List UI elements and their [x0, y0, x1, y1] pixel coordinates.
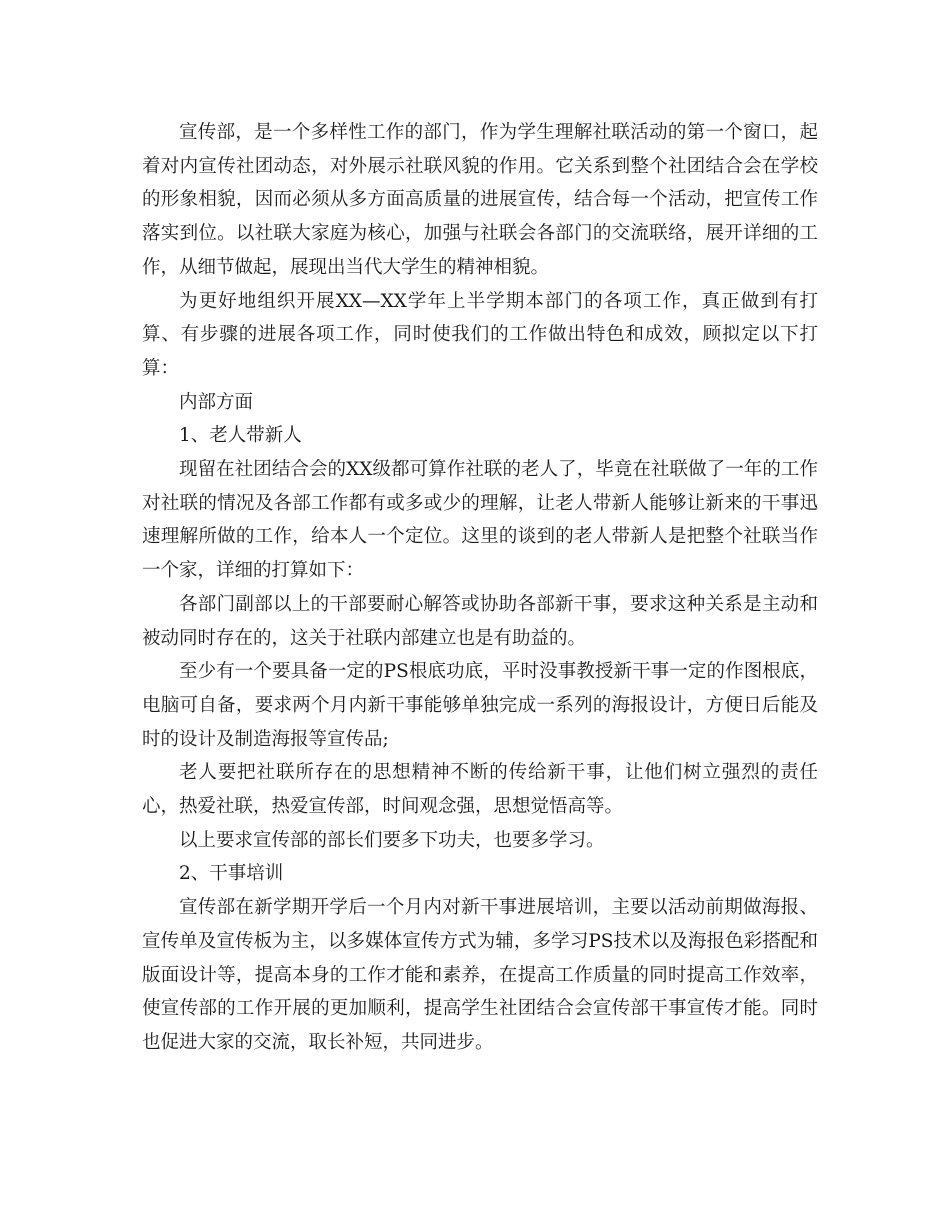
subheading-training: 2、干事培训: [179, 863, 284, 885]
paragraph-ps-skills: 至少有一个要具备一定的PS根底功底，平时没事教授新干事一定的作图根底，电脑可自备，要求两个月内新干事能够单独完成一系列的海报设计，方便日后能及时的设计及制造海报等宣传品;: [142, 661, 818, 750]
paragraph-plan-purpose: 为更好地组织开展XX—XX学年上半学期本部门的各项工作，真正做到有打算、有步骤的进展各项工作，同时使我们的工作做出特色和成效，顾拟定以下打算：: [142, 290, 818, 379]
paragraph-training: 宣传部在新学期开学后一个月内对新干事进展培训，主要以活动前期做海报、宣传单及宣传板为主，以多媒体宣传方式为辅，多学习PS技术以及海报色彩搭配和版面设计等，提高本身的工作才能和素养，在提高工作质量的同时提高工作效率，使宣传部的工作开展的更加顺利，提高学生社团结合会宣传部干事宣传才能。同时也促进大家的交流，取长补短，共同进步。: [142, 897, 818, 1053]
paragraph-mentoring: 现留在社团结合会的XX级都可算作社联的老人了，毕竟在社联做了一年的工作对社联的情况及各部工作都有或多或少的理解，让老人带新人能够让新来的干事迅速理解所做的工作，给本人一个定位。这里的谈到的老人带新人是把整个社联当作一个家，详细的打算如下：: [142, 459, 818, 582]
paragraph-spirit: 老人要把社联所存在的思想精神不断的传给新干事，让他们树立强烈的责任心，热爱社联，热爱宣传部，时间观念强，思想觉悟高等。: [142, 762, 818, 818]
subheading-mentoring: 1、老人带新人: [179, 425, 302, 447]
section-heading-internal: 内部方面: [179, 391, 254, 413]
paragraph-requirements: 以上要求宣传部的部长们要多下功夫，也要多学习。: [179, 829, 605, 851]
document-body: [142, 116, 818, 1060]
paragraph-cadres: 各部门副部以上的干部要耐心解答或协助各部新干事，要求这种关系是主动和被动同时存在的，这关于社联内部建立也是有助益的。: [142, 593, 818, 649]
paragraph-intro: 宣传部，是一个多样性工作的部门，作为学生理解社联活动的第一个窗口，起着对内宣传社团动态，对外展示社联风貌的作用。它关系到整个社团结合会在学校的形象相貌，因而必须从多方面高质量的进展宣传，结合每一个活动，把宣传工作落实到位。以社联大家庭为核心，加强与社联会各部门的交流联络，展开详细的工作，从细节做起，展现出当代大学生的精神相貌。: [142, 122, 818, 278]
